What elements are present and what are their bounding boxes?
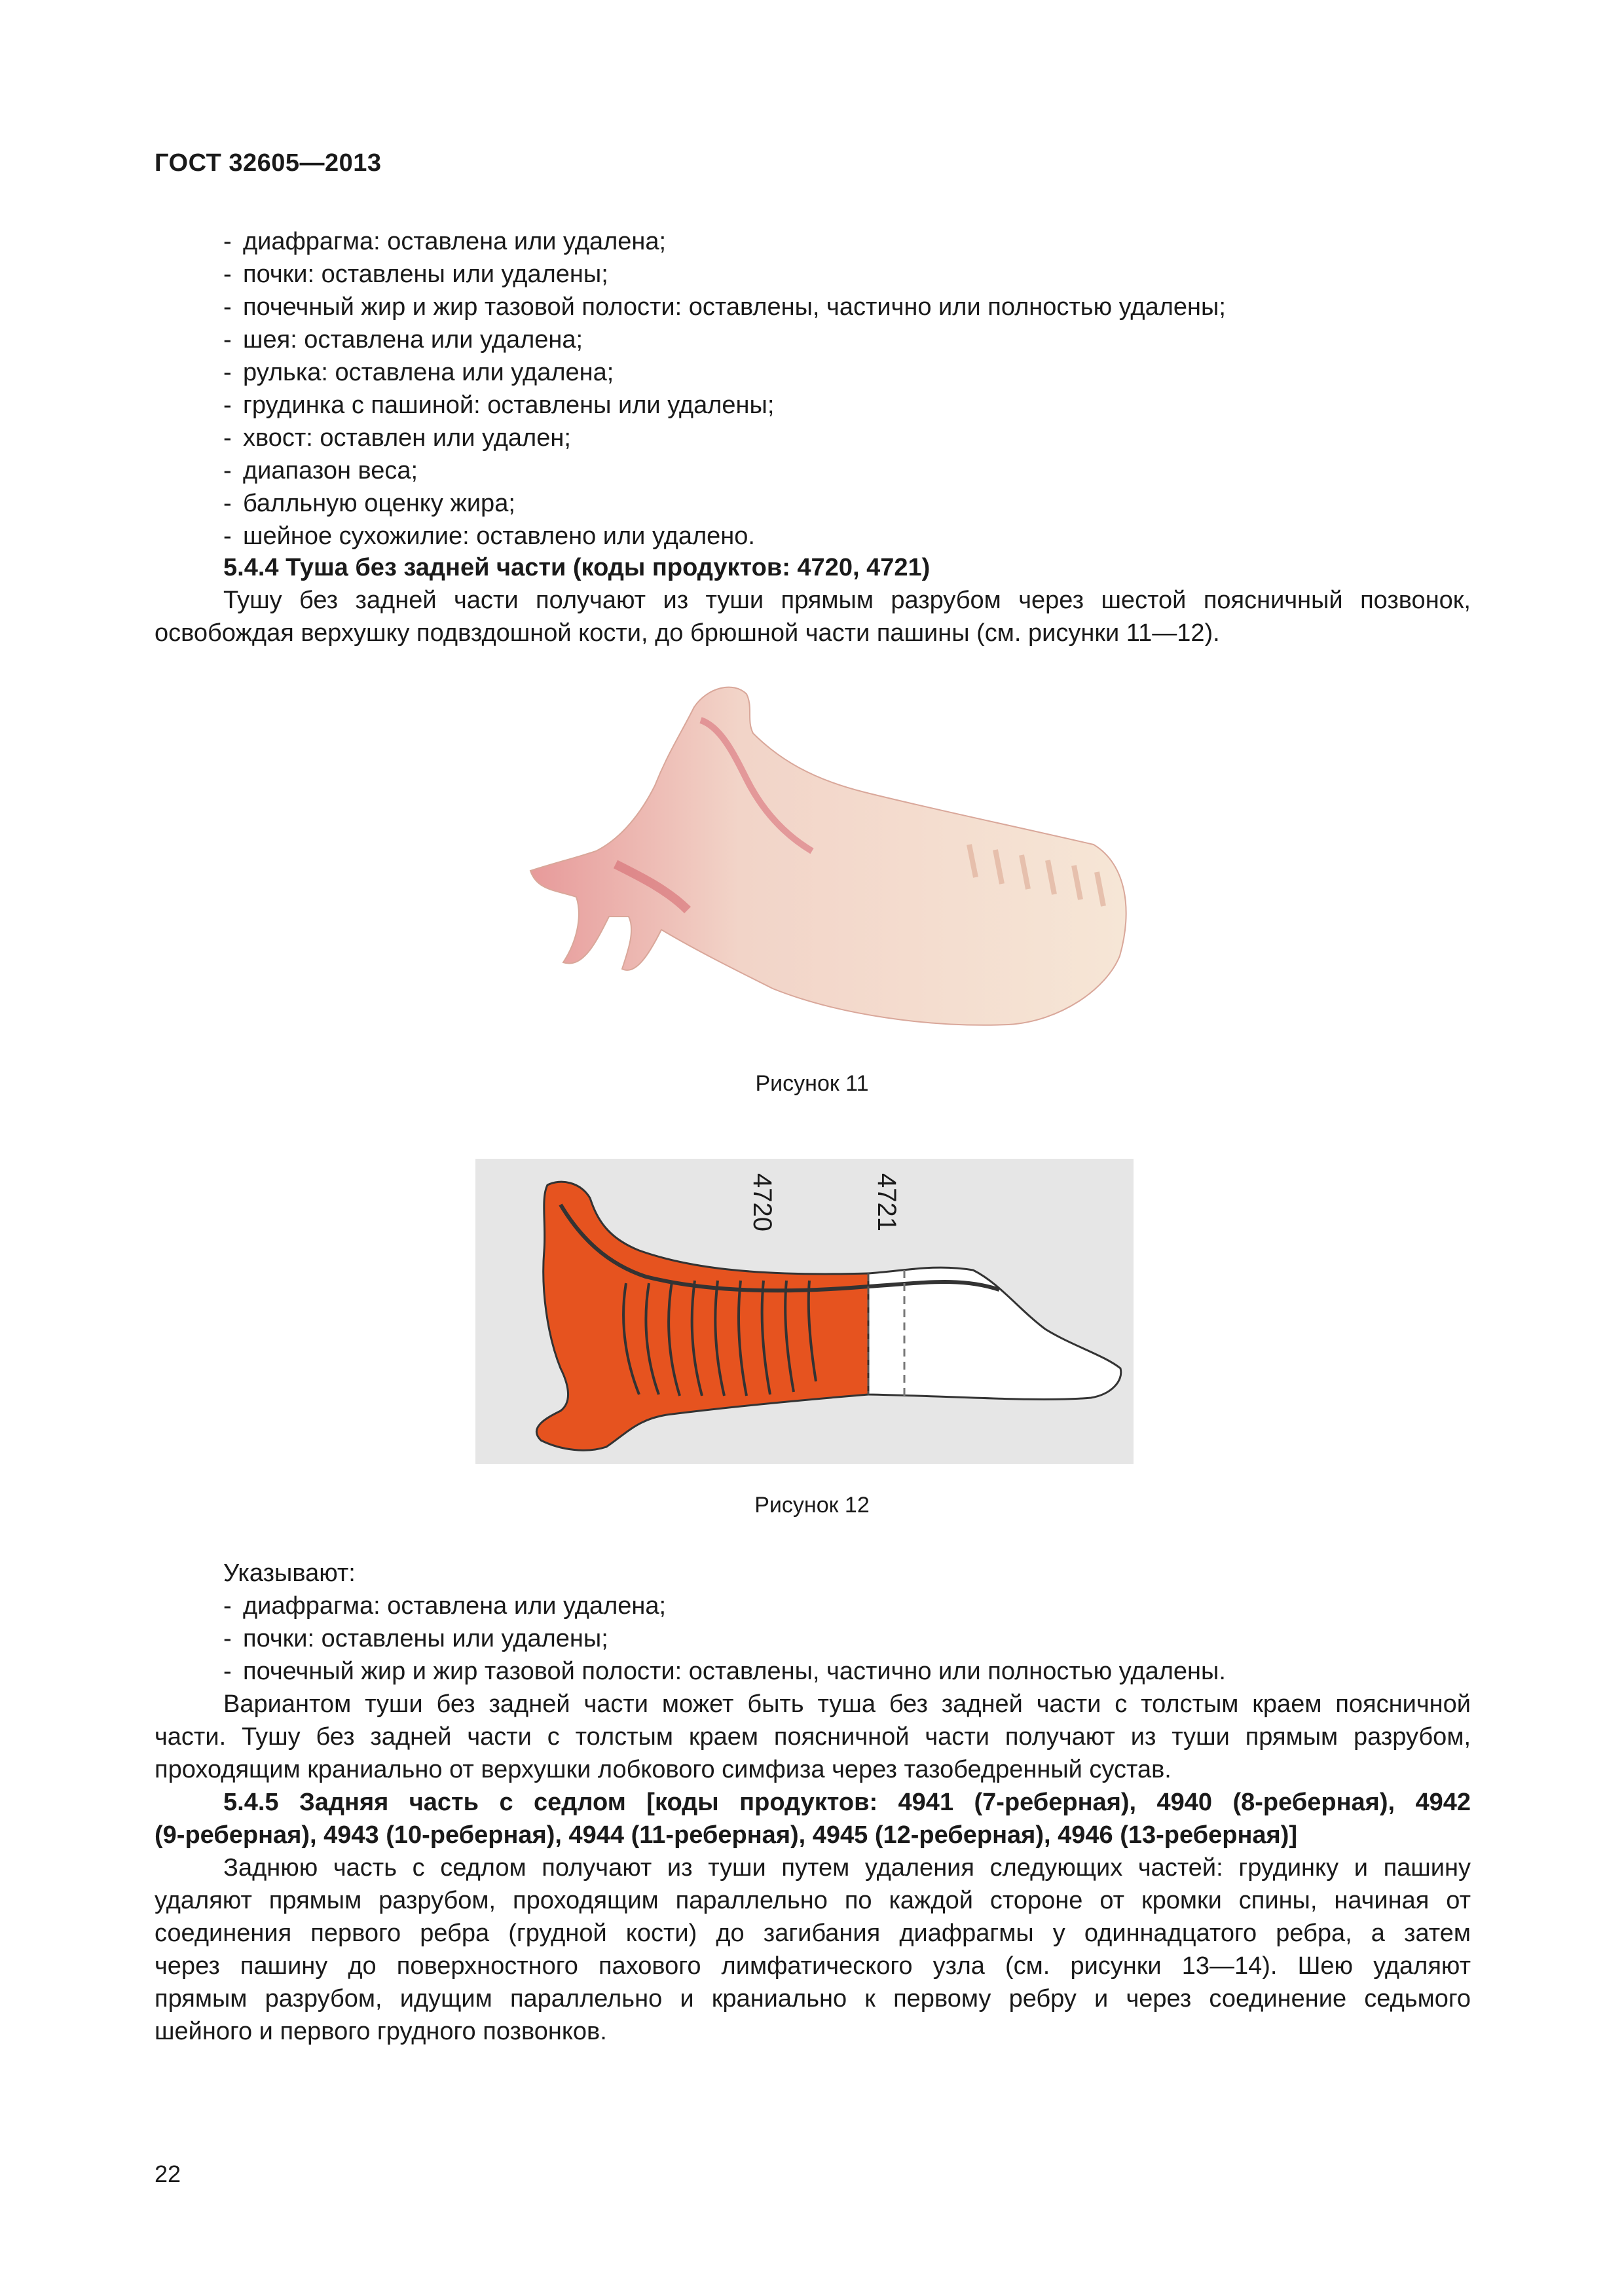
list-item: - почечный жир и жир тазовой полости: оставлены, частично или полностью удалены. [223, 1658, 1226, 1685]
list-item: - шея: оставлена или удалена; [223, 326, 583, 354]
carcass-photo-figure-11 [471, 681, 1139, 1048]
label-4721: 4721 [872, 1173, 901, 1231]
text-line: шейного и первого грудного позвонков. [155, 2018, 607, 2045]
figure-12-caption: Рисунок 12 [754, 1493, 870, 1518]
paragraph-544 [155, 584, 1471, 649]
indicate-lead: Указывают: [223, 1559, 356, 1587]
label-4720: 4720 [748, 1173, 777, 1231]
text-line: Тушу без задней части получают из туши прямым разрубом через шестой поясничный позвонок, [223, 587, 1471, 614]
list-item: - почки: оставлены или удалены; [223, 261, 608, 288]
list-item: - грудинка с пашиной: оставлены или удалены; [223, 392, 775, 419]
text-line: прямым разрубом, идущим параллельно и краниально к первому ребру и через соединение седьмого [155, 1985, 1471, 2013]
text-line: освобождая верхушку подвздошной кости, до брюшной части пашины (см. рисунки 11—12). [155, 619, 1220, 647]
page-number: 22 [155, 2160, 181, 2187]
variant-paragraph [155, 1688, 1471, 1786]
list-item: - диафрагма: оставлена или удалена; [223, 228, 667, 255]
document-header: ГОСТ 32605—2013 [155, 149, 382, 177]
carcass-body-shape [530, 687, 1126, 1025]
list-item: - почки: оставлены или удалены; [223, 1625, 608, 1652]
figure-11-caption: Рисунок 11 [755, 1071, 869, 1096]
list-item: - балльную оценку жира; [223, 490, 515, 517]
heading-line: 5.4.5 Задняя часть с седлом [коды продуктов: 4941 (7-реберная), 4940 (8-реберная), 4942 [223, 1789, 1471, 1816]
list-item: - диафрагма: оставлена или удалена; [223, 1592, 667, 1620]
list-item: - рулька: оставлена или удалена; [223, 359, 614, 386]
list-item: - шейное сухожилие: оставлено или удалено. [223, 522, 755, 550]
heading-line: (9-реберная), 4943 (10-реберная), 4944 (11-реберная), 4945 (12-реберная), 4946 (13-реберная)] [155, 1821, 1298, 1849]
list-item: - почечный жир и жир тазовой полости: оставлены, частично или полностью удалены; [223, 293, 1226, 321]
carcass-diagram-figure-12 [475, 1159, 1134, 1464]
text-line: удаляют прямым разрубом, проходящим параллельно по каждой стороне от кромки спины, начиная от [155, 1887, 1471, 1914]
text-line: через пашину до поверхностного пахового лимфатического узла (см. рисунки 13—14). Шею удаляют [155, 1952, 1471, 1980]
list-item: - диапазон веса; [223, 457, 418, 484]
paragraph-545 [155, 1851, 1471, 2048]
text-line: Заднюю часть с седлом получают из туши путем удаления следующих частей: грудинку и пашину [223, 1854, 1471, 1882]
list-item: - хвост: оставлен или удален; [223, 424, 571, 452]
text-line: соединения первого ребра (грудной кости) до загибания диафрагмы у одиннадцатого ребра, а затем [155, 1920, 1471, 1947]
text-line: Вариантом туши без задней части может быть туша без задней части с толстым краем поясничной [223, 1690, 1471, 1718]
text-line: проходящим краниально от верхушки лобкового симфиза через тазобедренный сустав. [155, 1756, 1172, 1783]
section-heading-545 [155, 1786, 1471, 1851]
section-heading-544: 5.4.4 Туша без задней части (коды продуктов: 4720, 4721) [223, 554, 931, 581]
text-line: части. Тушу без задней части с толстым краем поясничной части получают из туши прямым разрубом, [155, 1723, 1471, 1751]
